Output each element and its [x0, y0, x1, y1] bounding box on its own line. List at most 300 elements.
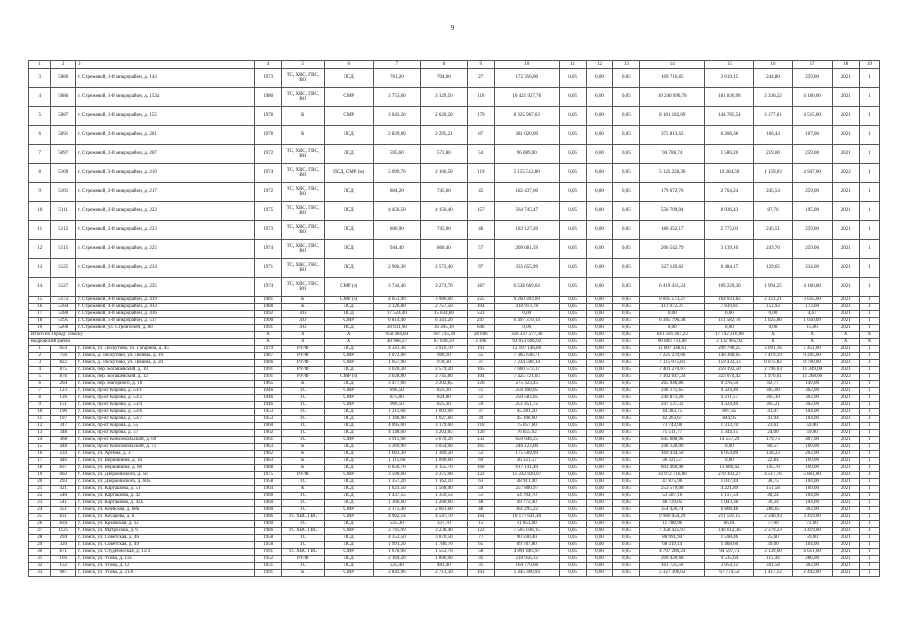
table-cell: 2021: [832, 486, 859, 493]
table-cell: 0,05: [613, 500, 640, 507]
table-cell: 0,05: [559, 542, 586, 549]
table-cell: 3 916,70: [420, 346, 467, 353]
table-cell: г. Томск, ул. Студенческая, д. 15/3: [76, 549, 255, 556]
table-cell: 323 074,42: [705, 374, 754, 381]
table-cell: 9 095 573,27: [640, 297, 705, 304]
table-cell: 0,00: [586, 221, 613, 240]
table-cell: 0,05: [559, 570, 586, 577]
table-cell: 2021: [832, 318, 859, 325]
table-cell: 1 663,30: [373, 451, 420, 458]
table-cell: СМР: [324, 549, 373, 556]
table-row: [29, 486, 880, 493]
table-cell: 4,67: [792, 311, 832, 318]
header-row: [29, 61, 880, 69]
table-cell: 0,00: [705, 325, 754, 332]
table-cell: СМР: [324, 360, 373, 367]
table-cell: 5: [29, 107, 51, 126]
table-cell: 1: [859, 318, 879, 325]
table-cell: г. Томск, ул. Советская, д. 46: [76, 535, 255, 542]
table-cell: 1: [859, 395, 879, 402]
table-cell: ПСД: [324, 311, 373, 318]
table-cell: 52: [467, 451, 494, 458]
table-cell: 109 229,30: [705, 278, 754, 297]
table-cell: 448: [51, 444, 76, 451]
table-cell: 259,00: [792, 69, 832, 88]
table-cell: 7 102 647,24: [640, 374, 705, 381]
table-cell: 0,00: [586, 416, 613, 423]
table-cell: 844,95: [705, 416, 754, 423]
table-cell: 4 797 286,24: [640, 549, 705, 556]
table-cell: 3 419,00: [792, 514, 832, 521]
table-cell: 105: [467, 367, 494, 374]
table-cell: 169 434,50: [640, 451, 705, 458]
table-cell: 6 385 796,38: [640, 318, 705, 325]
table-cell: 1973: [255, 69, 282, 88]
table-cell: ЛСД: [324, 346, 373, 353]
table-cell: 8 181 182,09: [640, 107, 705, 126]
table-cell: 1958: [255, 535, 282, 542]
table-cell: 896,50: [373, 388, 420, 395]
table-cell: 243,70: [754, 240, 792, 259]
table-cell: 54: [467, 145, 494, 164]
table-cell: 654: [51, 346, 76, 353]
table-cell: 48 911,40: [494, 479, 559, 486]
table-cell: 120: [467, 381, 494, 388]
table-cell: СМР: [324, 353, 373, 360]
table-row: [29, 528, 880, 535]
table-cell: 1 117,54: [705, 493, 754, 500]
table-cell: 1 344,15: [705, 430, 754, 437]
table-cell: 368: [51, 437, 76, 444]
table-cell: 1 162,10: [420, 479, 467, 486]
table-cell: 0,05: [559, 402, 586, 409]
table-cell: 245,51: [754, 221, 792, 240]
table-cell: 15: [705, 61, 754, 69]
table-cell: ЛСД: [324, 145, 373, 164]
table-cell: 0,00: [586, 521, 613, 528]
table-cell: ТС: [282, 521, 325, 528]
table-cell: 1: [859, 465, 879, 472]
table-cell: РУ/Ф: [282, 353, 325, 360]
table-cell: РУ/Ф: [282, 346, 325, 353]
table-cell: 90 883 733,00: [640, 339, 705, 346]
table-cell: 45: [467, 183, 494, 202]
table-cell: 0,05: [559, 164, 586, 183]
table-cell: 9 966 050,29: [640, 514, 705, 521]
table-cell: 1 211,60: [373, 409, 420, 416]
table-cell: 118: [467, 423, 494, 430]
table-cell: 5 125 228,30: [640, 164, 705, 183]
table-cell: 756: [51, 353, 76, 360]
table-cell: 0,00: [586, 493, 613, 500]
table-cell: 17 742 216,98: [705, 332, 754, 339]
table-cell: 36 321,57: [640, 458, 705, 465]
table-cell: г. Стрежевой, 2-й микрорайон, д. 217: [76, 183, 255, 202]
table-cell: 421: [51, 486, 76, 493]
table-cell: ТС ХВС ГВС: [282, 514, 325, 521]
table-cell: 169,00: [792, 444, 832, 451]
table-cell: 1 027,60: [420, 416, 467, 423]
table-cell: 140 368,65: [705, 353, 754, 360]
table-cell: 4 352,50: [373, 535, 420, 542]
table-cell: 2021: [832, 395, 859, 402]
table-cell: г. Томск, ул. Крымская, д. 32: [76, 521, 255, 528]
table-cell: 11 853,00: [494, 521, 559, 528]
table-cell: 8: [420, 61, 467, 69]
table-cell: 2022: [832, 374, 859, 381]
table-row: [29, 514, 880, 521]
table-cell: 0,00: [586, 570, 613, 577]
table-row: [29, 521, 880, 528]
table-cell: 1: [859, 374, 879, 381]
table-cell: 1987: [255, 353, 282, 360]
table-cell: 1 437,55: [373, 493, 420, 500]
table-row: [29, 88, 880, 107]
table-cell: СМР: [324, 88, 373, 107]
table-cell: 0,00: [586, 311, 613, 318]
table-cell: 151,92: [754, 304, 792, 311]
table-cell: 19: [29, 325, 51, 332]
table-cell: 9 535,64: [705, 556, 754, 563]
table-cell: К: [282, 304, 325, 311]
table-cell: 7 225 270,06: [640, 353, 705, 360]
table-cell: 2 829,60: [373, 126, 420, 145]
table-cell: 11 807 348,61: [640, 346, 705, 353]
table-cell: 40,24: [754, 493, 792, 500]
table-cell: 1946: [255, 395, 282, 402]
table-cell: 1991: [255, 570, 282, 577]
table-row: [29, 164, 880, 183]
table-cell: 0,05: [613, 444, 640, 451]
table-cell: 1974: [255, 240, 282, 259]
table-cell: 3 753,60: [373, 88, 420, 107]
table-cell: 5091: [51, 126, 76, 145]
table-cell: X: [754, 332, 792, 339]
table-row: [29, 563, 880, 570]
table-cell: 80,57: [754, 444, 792, 451]
table-cell: 5100: [51, 164, 76, 183]
table-cell: 257 800,97: [494, 486, 559, 493]
table-cell: 0,05: [613, 395, 640, 402]
table-cell: 1975: [255, 472, 282, 479]
table-cell: 2 757,50: [420, 304, 467, 311]
total-label: Кедровский район: [29, 339, 255, 346]
table-cell: 4 221,89: [705, 486, 754, 493]
table-cell: 104,00: [792, 493, 832, 500]
table-cell: 37: [467, 360, 494, 367]
table-cell: 2 132 965,92: [705, 339, 754, 346]
table-cell: 11: [559, 61, 586, 69]
table-cell: X: [832, 332, 859, 339]
table-cell: 0,05: [559, 69, 586, 88]
table-cell: 157: [467, 202, 494, 221]
table-cell: 32: [29, 563, 51, 570]
table-cell: 571,80: [420, 145, 467, 164]
table-cell: г. Стрежевой, 1-й микрорайон, д. 143: [76, 69, 255, 88]
table-cell: 3 375,98: [420, 472, 467, 479]
table-cell: 0,00: [586, 500, 613, 507]
table-cell: СМР: [324, 570, 373, 577]
table-cell: 0,05: [559, 278, 586, 297]
table-cell: 3 386: [467, 339, 494, 346]
table-cell: г. Томск, пр-кт Кирова, д. 53/7: [76, 416, 255, 423]
table-cell: 335 655,99: [494, 259, 559, 278]
table-cell: 354 426,74: [640, 507, 705, 514]
table-row: [29, 145, 880, 164]
table-row: [29, 479, 880, 486]
table-cell: СМР (з): [324, 297, 373, 304]
table-cell: 1961: [255, 437, 282, 444]
table-cell: г. Томск, ул. Усова, д. 11а: [76, 556, 255, 563]
table-cell: 643 356 367,22: [640, 332, 705, 339]
table-cell: 3 273,70: [420, 278, 467, 297]
table-cell: 0,05: [613, 388, 640, 395]
table-cell: г. Томск, пр-кт Кирова, д. 53/1: [76, 388, 255, 395]
table-cell: 5080: [51, 69, 76, 88]
table-cell: 164: [467, 514, 494, 521]
table-cell: 1: [859, 416, 879, 423]
table-cell: 990,10: [420, 353, 467, 360]
table-cell: 0,00: [586, 374, 613, 381]
table-cell: 2 842,96: [373, 570, 420, 577]
table-cell: 10: [29, 409, 51, 416]
table-cell: 92: [467, 556, 494, 563]
table-cell: 1: [859, 444, 879, 451]
table-cell: 1: [859, 493, 879, 500]
table-cell: 246 175,65: [640, 388, 705, 395]
table-cell: 1 976,61: [754, 374, 792, 381]
table-cell: ЛСД: [324, 409, 373, 416]
table-cell: 2021: [832, 221, 859, 240]
table-cell: 4 160,00: [792, 88, 832, 107]
table-cell: г. Томск, ул. Лоскутово, ул. Гагарина, д. 45: [76, 346, 255, 353]
table-cell: 305,21: [754, 402, 792, 409]
table-cell: ЛСД: [324, 240, 373, 259]
table-cell: 169,00: [792, 465, 832, 472]
table-cell: 525,30: [373, 521, 420, 528]
table-cell: 10 177 641,40: [494, 514, 559, 521]
table-cell: 0,05: [613, 145, 640, 164]
table-cell: РУ/Ф: [282, 472, 325, 479]
table-cell: 0,05: [559, 493, 586, 500]
table-cell: 5101: [51, 183, 76, 202]
table-body: [29, 61, 880, 577]
table-row: [29, 297, 880, 304]
table-cell: 1: [859, 388, 879, 395]
table-cell: г. Томск, ул. Усова, д. 12: [76, 563, 255, 570]
total-row: [29, 339, 880, 346]
table-cell: 13: [613, 61, 640, 69]
table-cell: 15: [29, 297, 51, 304]
table-cell: 0,05: [559, 563, 586, 570]
table-cell: 3 795,99: [373, 528, 420, 535]
table-cell: 1 580,26: [705, 145, 754, 164]
table-cell: 17 524,40: [373, 311, 420, 318]
table-cell: 5097: [51, 145, 76, 164]
table-cell: 23,61: [754, 423, 792, 430]
table-cell: г. Томск, пр-кт Комсомольский, д. 71: [76, 444, 255, 451]
table-cell: г. Томск, ул. Дзержинского, д. 56: [76, 472, 255, 479]
table-cell: 0,05: [559, 521, 586, 528]
table-cell: 0,05: [613, 278, 640, 297]
table-cell: г. Стрежевой, 2-й микрорайон, д. 210: [76, 164, 255, 183]
table-cell: 0,05: [559, 479, 586, 486]
table-cell: 45 281,20: [494, 409, 559, 416]
table-cell: 1960: [255, 507, 282, 514]
table-cell: 6 497 379,14: [494, 318, 559, 325]
table-cell: 3 043,20: [373, 107, 420, 126]
table-cell: 0,05: [613, 570, 640, 577]
table-cell: 234,00: [792, 259, 832, 278]
table-cell: 169: [51, 556, 76, 563]
table-cell: ЛСД: [324, 430, 373, 437]
table-row: [29, 465, 880, 472]
table-cell: 4 095,00: [373, 423, 420, 430]
table-cell: 4 651,90: [373, 297, 420, 304]
table-cell: 411 072,37: [640, 304, 705, 311]
table-cell: 0,05: [559, 465, 586, 472]
table-cell: 0,05: [559, 311, 586, 318]
table-cell: 3: [76, 61, 255, 69]
table-cell: 180 352,17: [640, 221, 705, 240]
table-cell: ТС, ХВС, ГВС, ВО: [282, 164, 325, 183]
table-cell: 0,00: [586, 402, 613, 409]
table-cell: 44 383,75: [640, 409, 705, 416]
table-cell: 1: [859, 479, 879, 486]
table-cell: 1: [859, 259, 879, 278]
table-cell: 1964: [255, 486, 282, 493]
table-cell: ЛСД: [324, 126, 373, 145]
table-cell: 7 425 721,05: [494, 374, 559, 381]
table-cell: 978,30: [420, 360, 467, 367]
table-cell: 806,90: [373, 221, 420, 240]
table-cell: 1980: [255, 88, 282, 107]
table-cell: 1900: [255, 521, 282, 528]
table-cell: 987: [51, 570, 76, 577]
table-cell: 446: [51, 458, 76, 465]
table-cell: 48: [467, 507, 494, 514]
table-cell: 1: [859, 164, 879, 183]
table-cell: ЛСД: [324, 458, 373, 465]
table-cell: ТС: [282, 423, 325, 430]
table-cell: 28 696: [467, 332, 494, 339]
table-cell: 195,00: [792, 202, 832, 221]
table-cell: 1: [859, 325, 879, 332]
table-row: [29, 570, 880, 577]
table-cell: 1972: [255, 183, 282, 202]
table-cell: 87: [467, 126, 494, 145]
table-cell: 2021: [832, 479, 859, 486]
table-cell: 4 156,40: [420, 202, 467, 221]
table-cell: 875,00: [373, 395, 420, 402]
table-cell: 1: [859, 528, 879, 535]
table-cell: 0,00: [494, 311, 559, 318]
table-cell: 1: [859, 521, 879, 528]
table-cell: 7 401 270,67: [640, 367, 705, 374]
table-cell: 1: [859, 451, 879, 458]
table-cell: 164 931,82: [705, 297, 754, 304]
table-cell: ЛСД: [324, 451, 373, 458]
table-cell: 0,00: [586, 325, 613, 332]
table-cell: 181 836,98: [705, 88, 754, 107]
table-cell: 0,05: [613, 423, 640, 430]
table-cell: 30: [29, 549, 51, 556]
table-cell: 0,00: [754, 325, 792, 332]
table-cell: 0,05: [613, 409, 640, 416]
table-cell: 2021: [832, 430, 859, 437]
table-cell: 167,00: [792, 126, 832, 145]
table-cell: 72,00: [792, 521, 832, 528]
table-cell: 0,05: [559, 507, 586, 514]
table-cell: 2 619,15: [705, 69, 754, 88]
table-row: [29, 500, 880, 507]
table-cell: 2 906,30: [373, 259, 420, 278]
table-cell: 246 120,00: [640, 444, 705, 451]
table-cell: 2021: [832, 259, 859, 278]
table-cell: 7 115 075,81: [640, 360, 705, 367]
table-cell: 7 505 038,15: [494, 528, 559, 535]
table-cell: 0,05: [613, 437, 640, 444]
table-cell: г. Стрежевой, 2-й микрорайон, д. 207: [76, 145, 255, 164]
table-cell: 2021: [832, 507, 859, 514]
table-cell: ТС, ХВС, ГВС, ВО: [282, 145, 325, 164]
table-cell: ТС: [282, 388, 325, 395]
table-cell: 10 421 927,76: [494, 88, 559, 107]
table-cell: 327 149,82: [640, 259, 705, 278]
table-cell: 2021: [832, 535, 859, 542]
table-cell: 3 635,00: [792, 297, 832, 304]
table-cell: 39: [467, 416, 494, 423]
table-cell: 45 108,60: [494, 416, 559, 423]
table-cell: 2021: [832, 107, 859, 126]
table-cell: 2021: [832, 437, 859, 444]
table-cell: 259,00: [792, 183, 832, 202]
table-cell: 0,00: [586, 278, 613, 297]
table-cell: 16: [29, 304, 51, 311]
table-cell: г. Стрежевой, 4-й микрорайон, д. 419: [76, 297, 255, 304]
table-cell: 0,05: [613, 472, 640, 479]
table-cell: 1 268,60: [420, 500, 467, 507]
table-cell: 745,90: [420, 221, 467, 240]
table-cell: 0,05: [559, 318, 586, 325]
table-cell: 0,05: [613, 465, 640, 472]
table-row: [29, 556, 880, 563]
table-cell: г. Томск, ул. Киевская, д. 88а: [76, 507, 255, 514]
table-cell: г. Стрежевой, 4-й микрорайон, д. 436: [76, 311, 255, 318]
table-cell: 1 111,60: [373, 458, 420, 465]
table-cell: 270 103,27: [705, 472, 754, 479]
table-cell: 183 127,20: [494, 221, 559, 240]
table-cell: 166,44: [754, 126, 792, 145]
table-cell: г. Томск, ул. Косарева, д. 8: [76, 514, 255, 521]
table-cell: ТС, ХВС, ГВС, ВО: [282, 278, 325, 297]
table-cell: 3 590,60: [373, 472, 420, 479]
table-cell: 1: [859, 514, 879, 521]
table-cell: СМР: [324, 507, 373, 514]
table-cell: 1: [859, 507, 879, 514]
table-cell: 73 743,90: [640, 423, 705, 430]
table-cell: 2021: [832, 278, 859, 297]
table-cell: 1988: [255, 304, 282, 311]
table-cell: 294: [51, 535, 76, 542]
table-cell: 0,00: [586, 126, 613, 145]
table-cell: 14: [640, 61, 705, 69]
table-cell: СМР (з): [324, 278, 373, 297]
table-cell: 187: [467, 278, 494, 297]
table-cell: 24,00: [754, 430, 792, 437]
table-cell: 1952: [255, 556, 282, 563]
table-cell: 0,05: [613, 318, 640, 325]
